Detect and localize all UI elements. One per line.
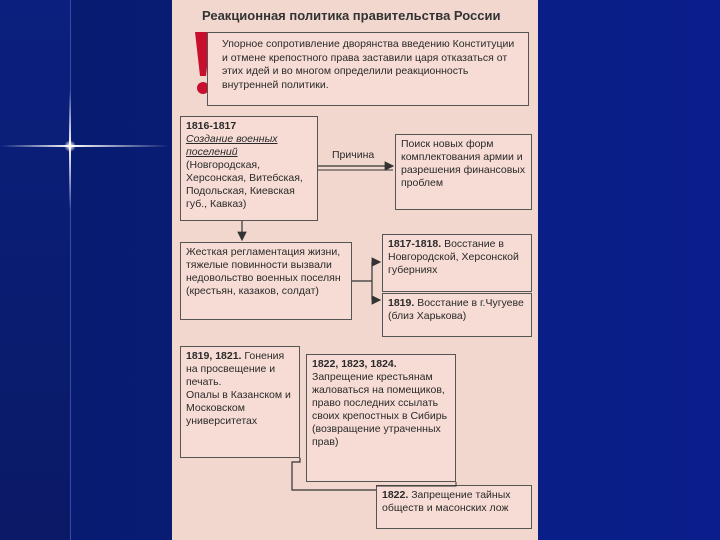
settlements-years: 1816-1817 bbox=[186, 120, 237, 132]
sparkle-star-icon bbox=[64, 140, 76, 152]
document-page bbox=[172, 0, 538, 540]
regulation-text: Жесткая регламентация жизни, тяжелые повинности вызвали недовольство военных поселян (крестьян, казаков, солдат) bbox=[186, 246, 341, 297]
page-title: Реакционная политика правительства России bbox=[202, 8, 501, 23]
education-years: 1819, 1821. bbox=[186, 350, 242, 362]
connector-lines bbox=[172, 0, 538, 540]
peasants-years: 1822, 1823, 1824. bbox=[312, 358, 397, 370]
peasants-frame-line bbox=[376, 482, 456, 486]
bottom-frame-line bbox=[292, 458, 376, 490]
uprising-1818-text: Восстание в Новгородской, Херсонской губерниях bbox=[388, 238, 519, 276]
intro-text: Упорное сопротивление дворянства введению Конституции и отмене крепостного права заставили царя отказаться от этих идей и во многом определили реакционность внутренней политики. bbox=[222, 38, 515, 91]
reason-label: Причина bbox=[332, 149, 375, 161]
societies-years: 1822. bbox=[382, 489, 409, 501]
uprising-1818-years: 1817-1818. bbox=[388, 238, 442, 250]
settlements-title: Создание военных поселений bbox=[186, 133, 278, 158]
education-text-2: Опалы в Казанском и Московском университетах bbox=[186, 389, 291, 427]
peasants-text: Запрещение крестьянам жаловаться на помещиков, право последних ссылать своих крепостных в Сибирь (возвращение утраченных прав) bbox=[312, 371, 448, 448]
left-decorative-band bbox=[0, 0, 71, 540]
settlements-body: (Новгородская, Херсонская, Витебская, Подольская, Киевская губ., Кавказ) bbox=[186, 159, 303, 210]
uprising-1819-text: Восстание в г.Чугуеве (близ Харькова) bbox=[388, 297, 524, 322]
education-text-1: Гонения на просвещение и печать. bbox=[186, 350, 285, 388]
reason-text: Поиск новых форм комплектования армии и разрешения финансовых проблем bbox=[401, 138, 526, 189]
sparkle-horizontal bbox=[0, 145, 170, 147]
uprising-1819-years: 1819. bbox=[388, 297, 415, 309]
societies-text: Запрещение тайных обществ и масонских лож bbox=[382, 489, 511, 514]
